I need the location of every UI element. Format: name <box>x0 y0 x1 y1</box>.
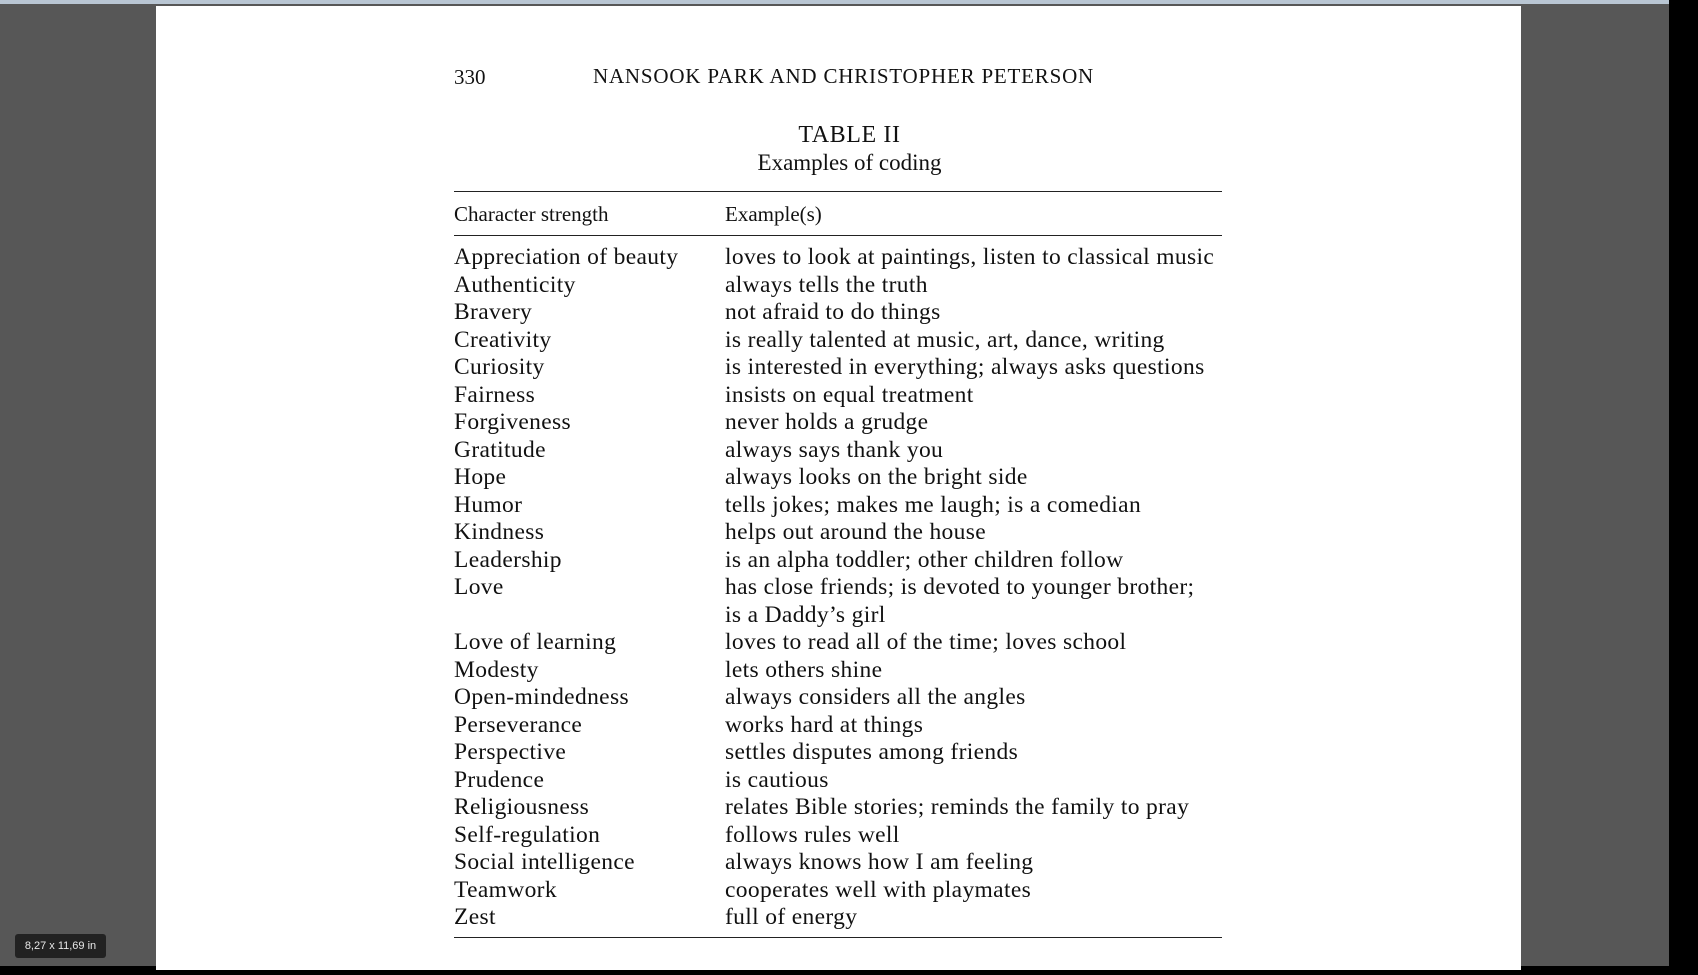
strength-cell: Leadership <box>454 546 562 573</box>
table-caption: Examples of coding <box>757 150 942 175</box>
column-header-examples: Example(s) <box>725 202 822 226</box>
strength-cell: Self-regulation <box>454 821 601 848</box>
strength-cell: Perseverance <box>454 711 583 738</box>
example-cell: insists on equal treatment <box>725 381 974 408</box>
example-cell: always says thank you <box>725 436 944 463</box>
example-cell: cooperates well with playmates <box>725 876 1032 903</box>
table-row <box>454 822 1234 850</box>
strength-cell: Social intelligence <box>454 849 635 875</box>
example-cell: lets others shine <box>725 656 883 683</box>
example-cell: is interested in everything; always asks questions <box>725 354 1205 380</box>
example-cell: helps out around the house <box>725 519 987 545</box>
table-row <box>454 354 1234 382</box>
strength-cell: Appreciation of beauty <box>454 244 679 270</box>
table-top-rule <box>454 191 1222 192</box>
table-row <box>454 574 1234 629</box>
table-row <box>454 244 1234 272</box>
table-row <box>454 519 1234 547</box>
strength-cell: Love <box>454 574 504 600</box>
example-cell: is cautious <box>725 766 829 793</box>
table-row <box>454 877 1234 905</box>
table-row <box>454 767 1234 795</box>
strength-cell: Kindness <box>454 519 545 545</box>
example-cell: relates Bible stories; reminds the family to pray <box>725 794 1190 820</box>
strength-cell: Forgiveness <box>454 409 572 435</box>
page-number: 330 <box>454 65 486 89</box>
table-row <box>454 382 1234 410</box>
table-row <box>454 849 1234 877</box>
example-cell: always tells the truth <box>725 271 928 298</box>
table-label: TABLE II <box>798 122 901 148</box>
strength-cell: Teamwork <box>454 876 557 903</box>
example-cell: not afraid to do things <box>725 299 941 325</box>
table-row <box>454 712 1234 740</box>
example-cell: has close friends; is devoted to younger brother; is a Daddy’s girl <box>725 574 1195 628</box>
strength-cell: Prudence <box>454 766 545 793</box>
table-row <box>454 327 1234 355</box>
example-cell: is an alpha toddler; other children follow <box>725 546 1124 573</box>
table-row <box>454 657 1234 685</box>
strength-cell: Bravery <box>454 299 533 325</box>
example-cell: full of energy <box>725 904 858 930</box>
example-cell: tells jokes; makes me laugh; is a comedian <box>725 491 1142 518</box>
table-row <box>454 299 1234 327</box>
table-row <box>454 904 1234 932</box>
strength-cell: Hope <box>454 464 507 490</box>
example-cell: works hard at things <box>725 711 924 738</box>
example-cell: always considers all the angles <box>725 684 1026 710</box>
table-row <box>454 409 1234 437</box>
page-size-badge: 8,27 x 11,69 in <box>15 934 106 958</box>
table-row <box>454 684 1234 712</box>
table-row <box>454 492 1234 520</box>
example-cell: loves to look at paintings, listen to classical music <box>725 244 1215 270</box>
strength-cell: Religiousness <box>454 794 590 820</box>
example-cell: never holds a grudge <box>725 409 929 435</box>
table-row <box>454 547 1234 575</box>
example-cell: loves to read all of the time; loves school <box>725 629 1127 655</box>
strength-cell: Creativity <box>454 326 552 353</box>
strength-cell: Perspective <box>454 739 567 765</box>
strength-cell: Curiosity <box>454 354 545 380</box>
document-page <box>156 6 1521 970</box>
running-head: NANSOOK PARK AND CHRISTOPHER PETERSON <box>593 64 1095 88</box>
table-bottom-rule <box>454 937 1222 938</box>
strength-cell: Modesty <box>454 656 539 683</box>
table-row <box>454 629 1234 657</box>
example-cell: always knows how I am feeling <box>725 849 1034 875</box>
example-cell: always looks on the bright side <box>725 464 1028 490</box>
table-header-rule <box>454 235 1222 236</box>
table-row <box>454 437 1234 465</box>
strength-cell: Authenticity <box>454 271 576 298</box>
strength-cell: Fairness <box>454 381 536 408</box>
strength-cell: Zest <box>454 904 496 930</box>
example-cell: is really talented at music, art, dance, writing <box>725 326 1165 353</box>
table-row <box>454 794 1234 822</box>
strength-cell: Open-mindedness <box>454 684 629 710</box>
strength-cell: Love of learning <box>454 629 617 655</box>
table-row <box>454 272 1234 300</box>
strength-cell: Gratitude <box>454 436 546 463</box>
column-header-strength: Character strength <box>454 202 609 226</box>
table-row <box>454 464 1234 492</box>
table-row <box>454 739 1234 767</box>
example-cell: follows rules well <box>725 821 900 848</box>
example-cell: settles disputes among friends <box>725 739 1019 765</box>
table-body <box>454 244 1234 932</box>
strength-cell: Humor <box>454 491 523 518</box>
